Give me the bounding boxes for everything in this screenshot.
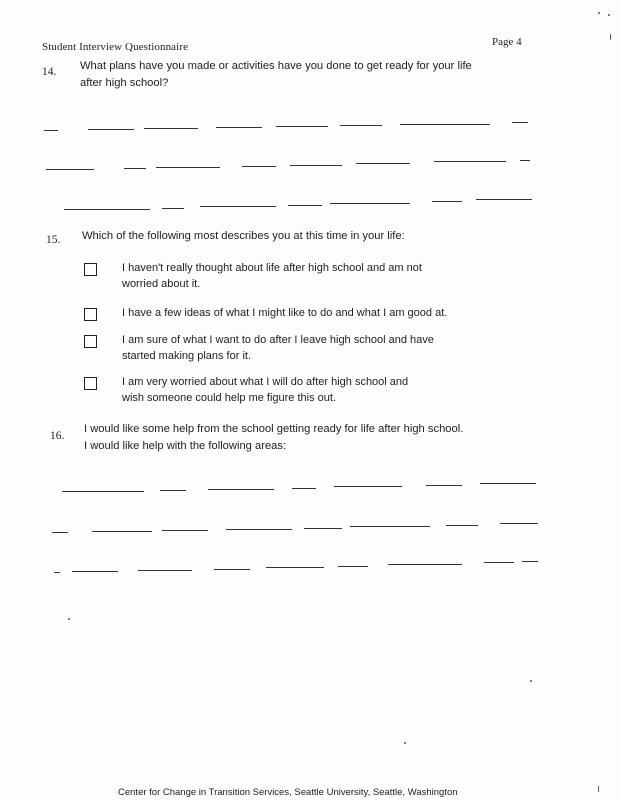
answer-line[interactable] (476, 199, 532, 200)
answer-line[interactable] (484, 562, 514, 563)
answer-line[interactable] (330, 203, 410, 204)
answer-line[interactable] (350, 526, 430, 527)
answer-line[interactable] (208, 489, 274, 490)
answer-line[interactable] (242, 166, 276, 167)
answer-line[interactable] (334, 486, 402, 487)
answer-line[interactable] (480, 483, 536, 484)
answer-line[interactable] (144, 128, 198, 129)
answer-line[interactable] (266, 567, 324, 568)
answer-line[interactable] (338, 566, 368, 567)
question-15-text: Which of the following most describes you at this time in your life: (82, 230, 405, 242)
answer-line[interactable] (432, 201, 462, 202)
answer-line[interactable] (288, 205, 322, 206)
answer-line[interactable] (434, 161, 506, 162)
scan-speck (404, 742, 406, 744)
checkbox-unchecked-icon[interactable] (84, 308, 97, 321)
option-label: I am very worried about what I will do after high school and wish someone could help me figure this out. (122, 376, 409, 404)
answer-line[interactable] (162, 530, 208, 531)
answer-line[interactable] (356, 163, 410, 164)
answer-line[interactable] (52, 532, 68, 533)
option-label: I am sure of what I want to do after I leave high school and have started making plans for it. (122, 334, 434, 362)
answer-line[interactable] (46, 169, 94, 170)
answer-line[interactable] (200, 206, 276, 207)
footer-attribution: Center for Change in Transition Services, Seattle University, Seattle, Washington (118, 787, 458, 798)
answer-line[interactable] (522, 561, 538, 562)
scan-speck (608, 14, 610, 16)
answer-line[interactable] (54, 572, 60, 573)
question-16-number: 16. (50, 430, 65, 442)
answer-line[interactable] (388, 564, 462, 565)
checkbox-unchecked-icon[interactable] (84, 335, 97, 348)
answer-line[interactable] (340, 125, 382, 126)
answer-line[interactable] (400, 124, 490, 125)
question-15-number: 15. (46, 234, 61, 246)
answer-line[interactable] (214, 569, 250, 570)
answer-line[interactable] (512, 122, 528, 123)
option-label: I have a few ideas of what I might like to do and what I am good at. (122, 307, 448, 319)
scan-speck (68, 618, 70, 620)
answer-line[interactable] (292, 488, 316, 489)
answer-line[interactable] (156, 167, 220, 168)
answer-line[interactable] (162, 208, 184, 209)
answer-line[interactable] (290, 165, 342, 166)
answer-line[interactable] (72, 571, 118, 572)
answer-line[interactable] (500, 523, 538, 524)
checkbox-unchecked-icon[interactable] (84, 377, 97, 390)
document-title: Student Interview Questionnaire (42, 41, 189, 53)
answer-line[interactable] (426, 485, 462, 486)
scan-speck (530, 680, 532, 682)
checkbox-unchecked-icon[interactable] (84, 263, 97, 276)
scan-speck (598, 12, 600, 14)
answer-line[interactable] (64, 209, 150, 210)
answer-line[interactable] (216, 127, 262, 128)
answer-line[interactable] (226, 529, 292, 530)
answer-line[interactable] (276, 126, 328, 127)
answer-line[interactable] (160, 490, 186, 491)
answer-line[interactable] (62, 491, 144, 492)
option-label: I haven't really thought about life after high school and am not worried about it. (122, 262, 422, 290)
answer-line[interactable] (44, 130, 58, 131)
answer-line[interactable] (520, 160, 530, 161)
answer-line[interactable] (446, 525, 478, 526)
answer-line[interactable] (88, 129, 134, 130)
answer-line[interactable] (124, 168, 146, 169)
scan-speck (610, 34, 611, 40)
answer-line[interactable] (138, 570, 192, 571)
question-14-text: What plans have you made or activities have you done to get ready for your life after high school? (80, 60, 472, 89)
question-14-number: 14. (42, 66, 57, 78)
answer-line[interactable] (304, 528, 342, 529)
page-number: Page 4 (492, 36, 522, 48)
question-16-text: I would like some help from the school getting ready for life after high school. I would like help with the following areas: (84, 423, 464, 452)
scan-speck (598, 786, 599, 792)
answer-line[interactable] (92, 531, 152, 532)
